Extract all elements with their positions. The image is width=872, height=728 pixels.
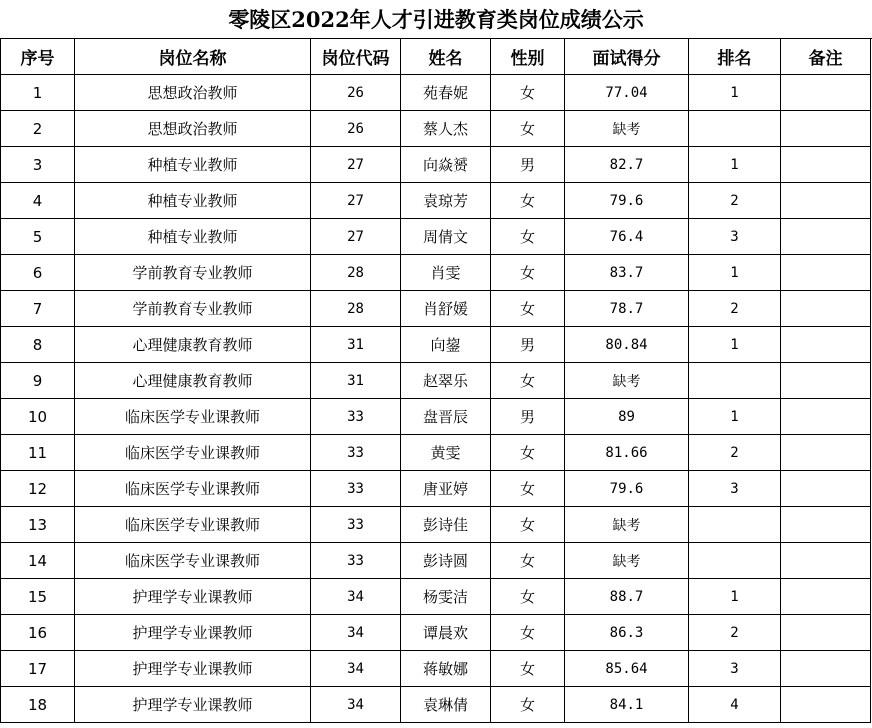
cell-rank[interactable]: 2 (689, 291, 781, 327)
table-row (1, 327, 871, 363)
cell-gender[interactable]: 女 (491, 615, 565, 651)
cell-position-name[interactable]: 种植专业教师 (75, 183, 311, 219)
cell-index[interactable]: 2 (1, 111, 75, 147)
table-row (1, 363, 871, 399)
cell-remarks[interactable] (781, 399, 871, 435)
cell-position-code[interactable]: 27 (311, 183, 401, 219)
cell-position-name[interactable]: 护理学专业课教师 (75, 687, 311, 723)
cell-remarks[interactable] (781, 471, 871, 507)
cell-remarks[interactable] (781, 507, 871, 543)
cell-gender[interactable]: 女 (491, 543, 565, 579)
cell-rank[interactable]: 1 (689, 255, 781, 291)
cell-index[interactable]: 17 (1, 651, 75, 687)
cell-position-name[interactable]: 临床医学专业课教师 (75, 471, 311, 507)
cell-gender[interactable]: 女 (491, 471, 565, 507)
cell-rank[interactable]: 2 (689, 183, 781, 219)
cell-remarks[interactable] (781, 147, 871, 183)
cell-remarks[interactable] (781, 363, 871, 399)
cell-name[interactable]: 苑春妮 (401, 75, 491, 111)
cell-remarks[interactable] (781, 255, 871, 291)
cell-name[interactable]: 彭诗圆 (401, 543, 491, 579)
cell-remarks[interactable] (781, 327, 871, 363)
cell-remarks[interactable] (781, 687, 871, 723)
cell-score[interactable]: 缺考 (565, 507, 689, 543)
header-cell-index[interactable]: 序号 (1, 39, 75, 75)
header-cell-gender[interactable]: 性别 (491, 39, 565, 75)
cell-score[interactable]: 82.7 (565, 147, 689, 183)
cell-index[interactable]: 13 (1, 507, 75, 543)
cell-score[interactable]: 80.84 (565, 327, 689, 363)
cell-position-name[interactable]: 临床医学专业课教师 (75, 507, 311, 543)
cell-name[interactable]: 赵翠乐 (401, 363, 491, 399)
cell-gender[interactable]: 女 (491, 111, 565, 147)
cell-rank[interactable] (689, 111, 781, 147)
cell-position-name[interactable]: 护理学专业课教师 (75, 615, 311, 651)
cell-name[interactable]: 袁琼芳 (401, 183, 491, 219)
cell-position-name[interactable]: 心理健康教育教师 (75, 327, 311, 363)
cell-gender[interactable]: 女 (491, 651, 565, 687)
cell-name[interactable]: 唐亚婷 (401, 471, 491, 507)
cell-index[interactable]: 9 (1, 363, 75, 399)
cell-index[interactable]: 1 (1, 75, 75, 111)
table-row (1, 147, 871, 183)
cell-position-name[interactable]: 护理学专业课教师 (75, 651, 311, 687)
cell-position-code[interactable]: 33 (311, 435, 401, 471)
cell-remarks[interactable] (781, 615, 871, 651)
cell-position-code[interactable]: 31 (311, 363, 401, 399)
cell-position-name[interactable]: 临床医学专业课教师 (75, 543, 311, 579)
table-body (1, 75, 871, 723)
table-row (1, 75, 871, 111)
table-row (1, 255, 871, 291)
cell-position-code[interactable]: 27 (311, 219, 401, 255)
cell-index[interactable]: 11 (1, 435, 75, 471)
cell-position-name[interactable]: 临床医学专业课教师 (75, 435, 311, 471)
cell-gender[interactable]: 女 (491, 219, 565, 255)
sheet-title: 零陵区2022年人才引进教育类岗位成绩公示 (0, 0, 872, 39)
cell-position-name[interactable]: 思想政治教师 (75, 75, 311, 111)
table-row (1, 111, 871, 147)
cell-position-code[interactable]: 33 (311, 507, 401, 543)
cell-gender[interactable]: 男 (491, 399, 565, 435)
cell-name[interactable]: 袁琳倩 (401, 687, 491, 723)
cell-index[interactable]: 4 (1, 183, 75, 219)
cell-rank[interactable] (689, 543, 781, 579)
cell-position-code[interactable]: 28 (311, 291, 401, 327)
cell-index[interactable]: 14 (1, 543, 75, 579)
cell-rank[interactable]: 1 (689, 75, 781, 111)
cell-rank[interactable]: 3 (689, 219, 781, 255)
cell-gender[interactable]: 女 (491, 363, 565, 399)
cell-rank[interactable] (689, 507, 781, 543)
cell-name[interactable]: 黄雯 (401, 435, 491, 471)
cell-remarks[interactable] (781, 111, 871, 147)
cell-rank[interactable]: 3 (689, 651, 781, 687)
cell-score[interactable]: 76.4 (565, 219, 689, 255)
cell-gender[interactable]: 男 (491, 327, 565, 363)
results-table (0, 38, 871, 723)
cell-score[interactable]: 77.04 (565, 75, 689, 111)
cell-score[interactable]: 缺考 (565, 363, 689, 399)
cell-name[interactable]: 周倩文 (401, 219, 491, 255)
cell-name[interactable]: 谭晨欢 (401, 615, 491, 651)
cell-position-code[interactable]: 34 (311, 615, 401, 651)
cell-remarks[interactable] (781, 183, 871, 219)
header-cell-position-code[interactable]: 岗位代码 (311, 39, 401, 75)
cell-position-code[interactable]: 33 (311, 543, 401, 579)
cell-score[interactable]: 84.1 (565, 687, 689, 723)
cell-score[interactable]: 86.3 (565, 615, 689, 651)
cell-score[interactable]: 85.64 (565, 651, 689, 687)
cell-gender[interactable]: 女 (491, 183, 565, 219)
table-row (1, 399, 871, 435)
table-row (1, 183, 871, 219)
cell-position-code[interactable]: 34 (311, 579, 401, 615)
cell-position-name[interactable]: 思想政治教师 (75, 111, 311, 147)
cell-rank[interactable]: 1 (689, 579, 781, 615)
cell-score[interactable]: 83.7 (565, 255, 689, 291)
cell-position-code[interactable]: 26 (311, 75, 401, 111)
cell-score[interactable]: 78.7 (565, 291, 689, 327)
cell-remarks[interactable] (781, 543, 871, 579)
cell-position-name[interactable]: 种植专业教师 (75, 219, 311, 255)
cell-position-name[interactable]: 学前教育专业教师 (75, 255, 311, 291)
cell-name[interactable]: 蔡人杰 (401, 111, 491, 147)
cell-score[interactable]: 81.66 (565, 435, 689, 471)
cell-gender[interactable]: 女 (491, 687, 565, 723)
cell-remarks[interactable] (781, 651, 871, 687)
cell-name[interactable]: 向焱赟 (401, 147, 491, 183)
cell-name[interactable]: 肖雯 (401, 255, 491, 291)
cell-position-code[interactable]: 28 (311, 255, 401, 291)
table-row (1, 291, 871, 327)
cell-position-code[interactable]: 31 (311, 327, 401, 363)
cell-name[interactable]: 蒋敏娜 (401, 651, 491, 687)
cell-name[interactable]: 杨雯洁 (401, 579, 491, 615)
cell-position-name[interactable]: 临床医学专业课教师 (75, 399, 311, 435)
table-row (1, 507, 871, 543)
cell-position-code[interactable]: 34 (311, 687, 401, 723)
cell-score[interactable]: 89 (565, 399, 689, 435)
cell-gender[interactable]: 女 (491, 579, 565, 615)
cell-gender[interactable]: 女 (491, 75, 565, 111)
cell-gender[interactable]: 女 (491, 507, 565, 543)
cell-position-name[interactable]: 学前教育专业教师 (75, 291, 311, 327)
header-cell-rank[interactable]: 排名 (689, 39, 781, 75)
cell-score[interactable]: 79.6 (565, 183, 689, 219)
cell-index[interactable]: 15 (1, 579, 75, 615)
cell-remarks[interactable] (781, 579, 871, 615)
cell-index[interactable]: 8 (1, 327, 75, 363)
cell-name[interactable]: 彭诗佳 (401, 507, 491, 543)
cell-rank[interactable]: 2 (689, 615, 781, 651)
cell-remarks[interactable] (781, 291, 871, 327)
cell-position-name[interactable]: 心理健康教育教师 (75, 363, 311, 399)
cell-gender[interactable]: 女 (491, 291, 565, 327)
cell-rank[interactable]: 4 (689, 687, 781, 723)
cell-index[interactable]: 12 (1, 471, 75, 507)
cell-index[interactable]: 18 (1, 687, 75, 723)
table-row (1, 435, 871, 471)
cell-position-code[interactable]: 34 (311, 651, 401, 687)
cell-rank[interactable]: 2 (689, 435, 781, 471)
table-row (1, 615, 871, 651)
cell-rank[interactable]: 1 (689, 147, 781, 183)
cell-score[interactable]: 88.7 (565, 579, 689, 615)
cell-name[interactable]: 向鋆 (401, 327, 491, 363)
header-cell-remarks[interactable]: 备注 (781, 39, 871, 75)
cell-name[interactable]: 盘晋辰 (401, 399, 491, 435)
cell-rank[interactable] (689, 363, 781, 399)
cell-position-code[interactable]: 26 (311, 111, 401, 147)
table-row (1, 687, 871, 723)
cell-position-code[interactable]: 33 (311, 471, 401, 507)
cell-remarks[interactable] (781, 219, 871, 255)
cell-gender[interactable]: 男 (491, 147, 565, 183)
cell-rank[interactable]: 1 (689, 399, 781, 435)
header-row (1, 39, 871, 75)
cell-index[interactable]: 16 (1, 615, 75, 651)
cell-rank[interactable]: 1 (689, 327, 781, 363)
cell-rank[interactable]: 3 (689, 471, 781, 507)
cell-remarks[interactable] (781, 75, 871, 111)
cell-gender[interactable]: 女 (491, 255, 565, 291)
cell-score[interactable]: 缺考 (565, 543, 689, 579)
cell-remarks[interactable] (781, 435, 871, 471)
cell-position-name[interactable]: 护理学专业课教师 (75, 579, 311, 615)
cell-position-code[interactable]: 27 (311, 147, 401, 183)
cell-position-name[interactable]: 种植专业教师 (75, 147, 311, 183)
table-row (1, 543, 871, 579)
cell-index[interactable]: 6 (1, 255, 75, 291)
cell-score[interactable]: 缺考 (565, 111, 689, 147)
cell-position-code[interactable]: 33 (311, 399, 401, 435)
cell-score[interactable]: 79.6 (565, 471, 689, 507)
table-row (1, 651, 871, 687)
cell-gender[interactable]: 女 (491, 435, 565, 471)
header-cell-score[interactable]: 面试得分 (565, 39, 689, 75)
cell-index[interactable]: 5 (1, 219, 75, 255)
header-cell-position-name[interactable]: 岗位名称 (75, 39, 311, 75)
cell-index[interactable]: 10 (1, 399, 75, 435)
table-row (1, 471, 871, 507)
header-cell-name[interactable]: 姓名 (401, 39, 491, 75)
cell-index[interactable]: 7 (1, 291, 75, 327)
table-row (1, 219, 871, 255)
cell-index[interactable]: 3 (1, 147, 75, 183)
table-row (1, 579, 871, 615)
cell-name[interactable]: 肖舒媛 (401, 291, 491, 327)
